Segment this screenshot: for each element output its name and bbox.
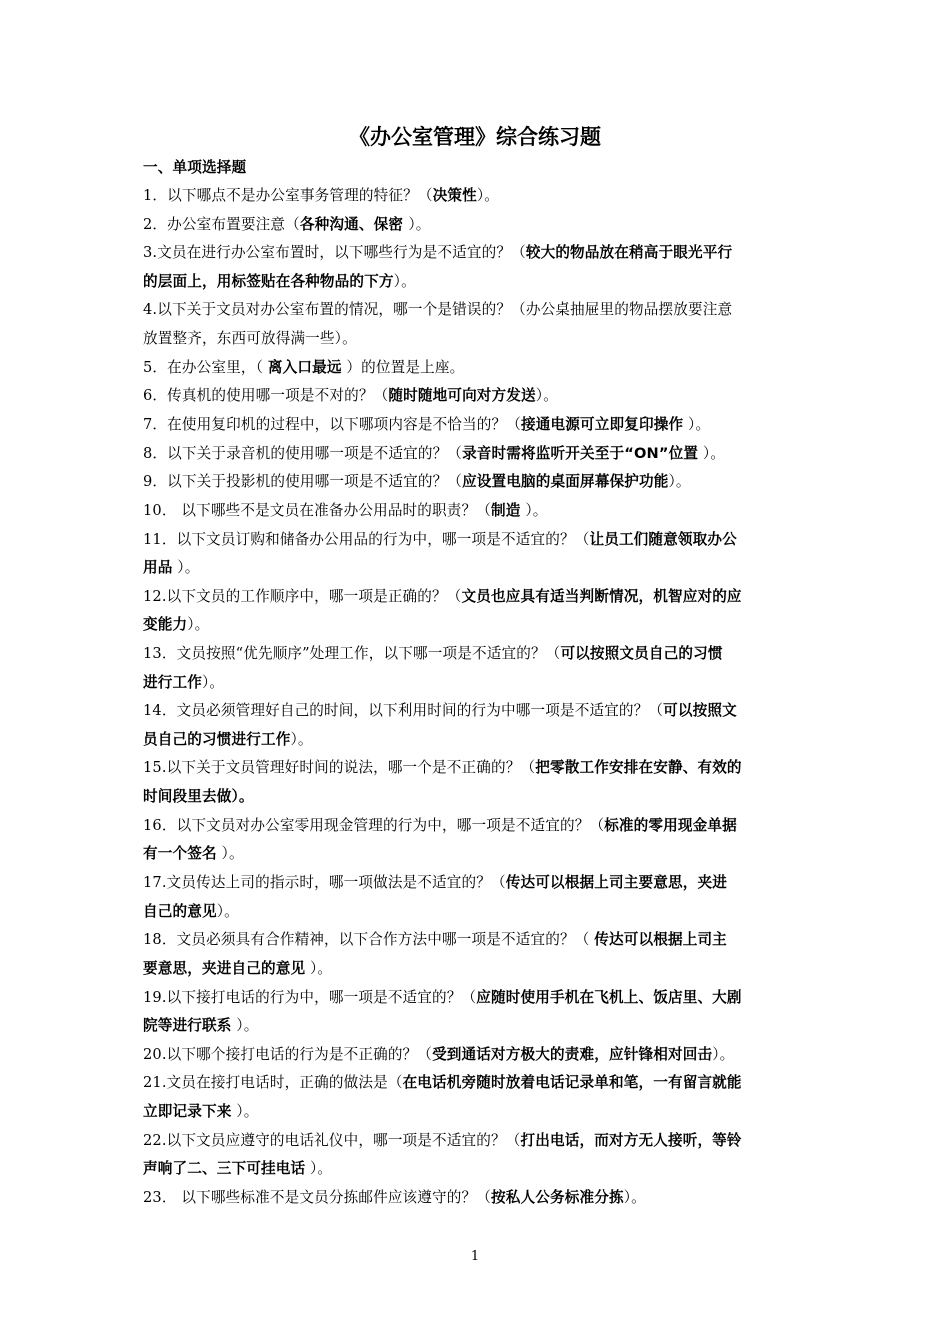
question-suffix: ）。 [668, 473, 691, 490]
answer-text: 的层面上，用标签贴在各种物品的下方 [143, 273, 394, 290]
text-line [143, 329, 357, 349]
text-line [143, 386, 558, 406]
question-suffix: ）。 [535, 387, 558, 404]
question-text: 3.文员在进行办公室布置时，以下哪些行为是不适宜的？（ [143, 244, 526, 261]
question-suffix: ）。 [187, 616, 210, 633]
answer-text: 有一个签名 [143, 845, 217, 862]
question-suffix: ）。 [623, 1189, 646, 1206]
text-line [143, 758, 742, 778]
text-line [143, 1188, 646, 1208]
text-line [143, 959, 332, 979]
answer-text: 决策性 [432, 187, 477, 204]
question-suffix: ）。 [231, 1103, 259, 1120]
answer-text: 文员也应具有适当判断情况，机智应对的应 [461, 588, 742, 605]
question-text: 6．传真机的使用哪一项是不对的？（ [143, 387, 389, 404]
text-line [143, 558, 199, 578]
answer-text: 把零散工作安排在安静、有效的 [535, 759, 742, 776]
question-suffix: ）。 [305, 1160, 333, 1177]
question-suffix: ）。 [172, 559, 200, 576]
question-suffix: ）。 [216, 845, 244, 862]
text-line [143, 1073, 742, 1093]
answer-text: 打出电话，而对方无人接听，等铃 [520, 1132, 742, 1149]
text-line [143, 1159, 332, 1179]
answer-text: 传达可以根据上司主要意思，夹进 [505, 874, 727, 891]
answer-text: 可以按照文 [663, 702, 737, 719]
text-line [143, 902, 239, 922]
text-line [143, 300, 732, 320]
text-line [143, 415, 710, 435]
answer-text: 要意思，夹进自己的意见 [143, 960, 306, 977]
section-heading: 一、单项选择题 [143, 159, 247, 176]
answer-text: 立即记录下来 [143, 1103, 232, 1120]
question-text: 放置整齐，东西可放得满一些）。 [143, 330, 357, 347]
answer-text: 各种沟通、保密 [299, 216, 409, 233]
text-line [143, 644, 723, 664]
question-suffix: ）。 [520, 502, 548, 519]
text-line [143, 701, 737, 721]
question-suffix: ）。 [216, 903, 239, 920]
question-text: 18．文员必须具有合作精神，以下合作方法中哪一项是不适宜的？（ [143, 931, 595, 948]
question-text: 22.以下文员应遵守的电话礼仪中，哪一项是不适宜的？（ [143, 1132, 521, 1149]
question-text: 9．以下关于投影机的使用哪一项是不适宜的？（ [143, 473, 463, 490]
text-line [143, 988, 742, 1008]
question-text: 4.以下关于文员对办公室布置的情况，哪一个是错误的？（办公桌抽屉里的物品摆放要注意 [143, 301, 733, 318]
text-line [143, 472, 691, 492]
question-text: 7．在使用复印机的过程中，以下哪项内容是不恰当的？（ [143, 416, 522, 433]
text-line [143, 186, 499, 206]
text-line [143, 673, 224, 693]
text-line [143, 816, 737, 836]
question-text: 14．文员必须管理好自己的时间，以下利用时间的行为中哪一项是不适宜的？（ [143, 702, 664, 719]
text-line [143, 873, 727, 893]
text-line [143, 444, 725, 464]
answer-text: 院等进行联系 [143, 1017, 232, 1034]
text-line [143, 1016, 258, 1036]
answer-text: 制造 [491, 502, 521, 519]
text-line [143, 243, 732, 263]
answer-text: 在电话机旁随时放着电话记录单和笔，一有留言就能 [402, 1074, 742, 1091]
answer-text: 受到通话对方极大的责难，应针锋相对回击 [432, 1046, 713, 1063]
question-text: 5．在办公室里，（ [143, 359, 268, 376]
question-suffix: ）。 [408, 216, 431, 233]
question-text: 23． 以下哪些标准不是文员分拣邮件应该遵守的？（ [143, 1189, 492, 1206]
text-line [143, 844, 244, 864]
question-text: 19.以下接打电话的行为中，哪一项是不适宜的？（ [143, 989, 477, 1006]
answer-text: 按私人公务标准分拣 [491, 1189, 624, 1206]
question-suffix: ）。 [290, 731, 313, 748]
answer-text: 接通电源可立即复印操作 [521, 416, 684, 433]
answer-text: 录音时需将监听开关至于“ON”位置 [462, 445, 699, 462]
text-line [143, 1131, 742, 1151]
answer-text: 声响了二、三下可挂电话 [143, 1160, 306, 1177]
answer-text: 变能力 [143, 616, 188, 633]
page-number: 1 [470, 1249, 480, 1264]
question-text: 8．以下关于录音机的使用哪一项是不适宜的？（ [143, 445, 463, 462]
page-title: 《办公室管理》综合练习题 [349, 125, 601, 149]
answer-text: 随时随地可向对方发送 [388, 387, 536, 404]
text-line [143, 615, 209, 635]
answer-text: 应随时使用手机在飞机上、饭店里、大剧 [476, 989, 742, 1006]
answer-text: 员自己的习惯进行工作 [143, 731, 291, 748]
text-line [143, 501, 548, 521]
question-text: 11．以下文员订购和储备办公用品的行为中，哪一项是不适宜的？（ [143, 531, 590, 548]
text-line [143, 587, 742, 607]
answer-text: 时间段里去做）。 [143, 788, 254, 805]
question-text: 12.以下文员的工作顺序中，哪一项是正确的？（ [143, 588, 462, 605]
text-line [143, 730, 313, 750]
text-line [143, 358, 464, 378]
question-suffix: ）。 [683, 416, 711, 433]
answer-text: 让员工们随意领取办公 [589, 531, 737, 548]
question-text: 17.文员传达上司的指示时，哪一项做法是不适宜的？（ [143, 874, 506, 891]
question-suffix: ）的位置是上座。 [341, 359, 465, 376]
answer-text: 离入口最远 [267, 359, 342, 376]
text-line [143, 272, 416, 292]
question-suffix: ）。 [476, 187, 500, 204]
question-suffix: ）。 [712, 1046, 735, 1063]
answer-text: 用品 [143, 559, 173, 576]
text-line [143, 1045, 734, 1065]
question-text: 13．文员按照“优先顺序”处理工作，以下哪一项是不适宜的？（ [143, 645, 561, 662]
text-line [143, 530, 737, 550]
question-text: 10． 以下哪些不是文员在准备办公用品时的职责？（ [143, 502, 492, 519]
question-suffix: ）。 [393, 273, 416, 290]
question-text: 16．以下文员对办公室零用现金管理的行为中，哪一项是不适宜的？（ [143, 817, 605, 834]
answer-text: 传达可以根据上司主 [594, 931, 727, 948]
question-text: 1．以下哪点不是办公室事务管理的特征？（ [143, 187, 433, 204]
question-suffix: ）。 [698, 445, 726, 462]
question-suffix: ）。 [231, 1017, 259, 1034]
question-text: 21.文员在接打电话时，正确的做法是（ [143, 1074, 403, 1091]
answer-text: 应设置电脑的桌面屏幕保护功能 [462, 473, 669, 490]
question-text: 2．办公室布置要注意（ [143, 216, 300, 233]
question-suffix: ）。 [201, 674, 225, 691]
answer-text: 进行工作 [143, 674, 202, 691]
question-text: 15.以下关于文员管理好时间的说法，哪一个是不正确的？（ [143, 759, 536, 776]
answer-text: 可以按照文员自己的习惯 [560, 645, 723, 662]
question-text: 20.以下哪个接打电话的行为是不正确的？（ [143, 1046, 433, 1063]
text-line [143, 1102, 258, 1122]
answer-text: 自己的意见 [143, 903, 217, 920]
text-line [143, 215, 431, 235]
answer-text: 较大的物品放在稍高于眼光平行 [525, 244, 733, 261]
text-line [143, 930, 727, 950]
question-suffix: ）。 [305, 960, 333, 977]
text-line [143, 787, 254, 807]
answer-text: 标准的零用现金单据 [604, 817, 737, 834]
